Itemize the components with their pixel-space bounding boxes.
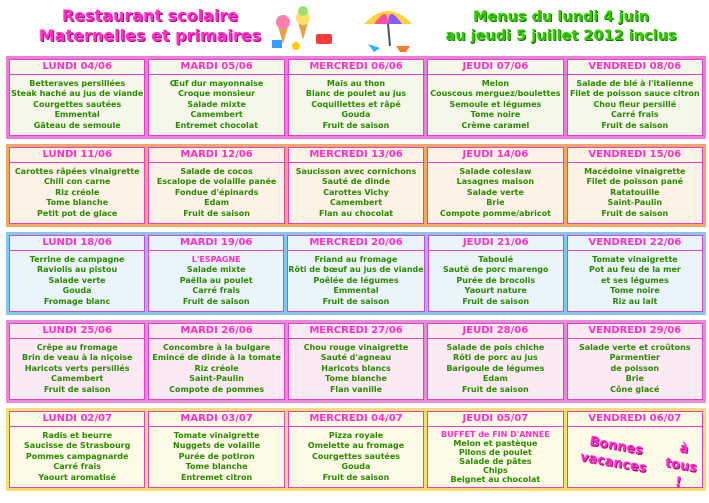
menu-item: Fruit de saison — [43, 384, 111, 394]
menu-item: Rôti de bœuf au jus de viande — [288, 265, 424, 275]
menu-item: Tome noire — [470, 110, 521, 120]
menu-item: Melon et pastèque — [453, 439, 538, 448]
day-heading: VENDREDI 22/06 — [568, 236, 702, 251]
menu-period-title — [416, 8, 706, 46]
day-cell — [288, 147, 424, 224]
menu-items — [149, 339, 283, 399]
menu-item: Pilons de poulet — [458, 448, 532, 457]
menu-item: Taboulé — [478, 254, 514, 264]
day-cell — [9, 59, 145, 136]
menu-item: Brie — [486, 198, 505, 208]
menu-item: Fruit de saison — [322, 120, 390, 130]
menu-item: Saint-Paulin — [607, 198, 663, 208]
menu-items — [289, 427, 423, 487]
menu-item: Fruit de saison — [601, 208, 669, 218]
menu-item: Crêpe au fromage — [36, 342, 118, 352]
menu-item: Fruit de saison — [322, 296, 390, 306]
menu-items — [10, 251, 144, 311]
menu-item: Entremet chocolat — [175, 120, 259, 130]
menu-item: Flan au chocolat — [318, 208, 394, 218]
menu-item: Ratatouille — [610, 187, 660, 197]
menu-item: Salade de pois chiche — [446, 342, 545, 352]
day-heading: MARDI 12/06 — [149, 148, 283, 163]
menu-items — [149, 427, 283, 487]
period-line-1: Menus du lundi 4 juin — [472, 9, 650, 25]
menu-item: Couscous merguez/boulettes — [430, 89, 561, 99]
day-cell — [9, 147, 145, 224]
menu-item: de poisson — [610, 363, 660, 373]
day-heading: MARDI 26/06 — [149, 324, 283, 339]
menu-items — [289, 339, 423, 399]
day-heading: LUNDI 25/06 — [10, 324, 144, 339]
period-line-2: au jeudi 5 juillet 2012 inclus — [445, 28, 677, 44]
menu-item: Emincé de dinde à la tomate — [152, 353, 281, 363]
menu-item: Sauté d'agneau — [320, 353, 392, 363]
day-cell — [567, 323, 703, 400]
menu-item: Radis et beurre — [42, 430, 113, 440]
day-cell — [9, 411, 145, 488]
menu-item: Flan vanille — [329, 384, 383, 394]
week-row — [6, 408, 706, 491]
restaurant-title — [30, 6, 270, 46]
menu-items — [10, 339, 144, 399]
day-cell — [567, 59, 703, 136]
menu-item: Rôti de porc au jus — [453, 353, 538, 363]
menu-item: Raviolis au pistou — [36, 265, 118, 275]
menu-item: Chou fleur persillé — [593, 99, 677, 109]
day-cell — [9, 235, 145, 312]
menu-item: Nuggets de volaille — [173, 441, 261, 451]
menu-item: Salade de pâtes — [459, 457, 532, 466]
menu-item: Beignet au chocolat — [450, 475, 541, 484]
menu-item: Paëlla au poulet — [179, 275, 253, 285]
menu-items — [568, 339, 702, 399]
menu-item: Compote pomme/abricot — [439, 208, 551, 218]
menu-items — [10, 163, 144, 223]
menu-item: Petit pot de glace — [37, 208, 118, 218]
day-heading: VENDREDI 15/06 — [568, 148, 702, 163]
menu-items — [568, 75, 702, 135]
day-cell — [427, 147, 563, 224]
menu-items — [149, 251, 283, 311]
menu-item: Edam — [204, 198, 230, 208]
menu-item: Carré frais — [192, 286, 241, 296]
menu-item: Emmental — [54, 110, 100, 120]
day-heading: MERCREDI 04/07 — [289, 412, 423, 427]
menu-item: Purée de brocolis — [456, 275, 536, 285]
day-heading: MERCREDI 20/06 — [288, 236, 423, 251]
menu-item: Poêlée de légumes — [313, 275, 399, 285]
day-cell — [427, 411, 563, 488]
menu-item: Chou rouge vinaigrette — [303, 342, 409, 352]
menu-item: Compote de pommes — [169, 384, 265, 394]
menu-item: Carottes Vichy — [323, 187, 389, 197]
menu-item: Sauté de dinde — [321, 177, 391, 187]
week-row — [6, 56, 706, 139]
menu-item: Lasagnes maison — [456, 177, 535, 187]
day-cell — [288, 59, 424, 136]
day-heading: VENDREDI 08/06 — [568, 60, 702, 75]
day-heading: MERCREDI 27/06 — [289, 324, 423, 339]
menu-item: Barigoule de légumes — [446, 363, 545, 373]
menu-item: Fondue d'épinards — [174, 187, 259, 197]
menu-item: Brin de veau à la niçoise — [21, 353, 133, 363]
week-row — [6, 320, 706, 403]
menu-item: Saucisse de Strasbourg — [24, 441, 131, 451]
menu-item: Semoule et légumes — [449, 99, 542, 109]
menu-item: Maïs au thon — [326, 78, 386, 88]
menu-item: Salade de blé à l'italienne — [576, 78, 694, 88]
day-cell — [148, 411, 284, 488]
menu-item: Yaourt aromatisé — [38, 472, 116, 482]
menu-item: Fruit de saison — [462, 384, 529, 394]
day-heading: MARDI 19/06 — [149, 236, 283, 251]
title-line-2: Maternelles et primaires — [38, 26, 262, 45]
menu-item: Tome noire — [610, 286, 660, 296]
menu-item: Crème caramel — [461, 120, 530, 130]
menu-items — [568, 251, 702, 311]
menu-item: Yaourt nature — [464, 286, 527, 296]
menu-items — [428, 427, 562, 487]
menu-item: Salade de cocos — [180, 166, 253, 176]
menu-item: Pommes campagnarde — [25, 451, 129, 461]
menu-item: Tomate vinaigrette — [592, 254, 678, 264]
menu-items — [429, 251, 563, 311]
menu-item: Gâteau de semoule — [33, 120, 121, 130]
menu-items — [289, 75, 423, 135]
menu-item: Gouda — [341, 110, 371, 120]
day-cell — [428, 235, 564, 312]
menu-item: BUFFET de FIN D'ANNEE — [441, 430, 550, 439]
day-cell — [148, 59, 284, 136]
day-heading: LUNDI 02/07 — [10, 412, 144, 427]
menu-item: Escalope de volaille panée — [156, 177, 277, 187]
menu-item: Saint-Paulin — [189, 374, 244, 384]
holiday-greeting-line: à tous ! — [663, 440, 698, 490]
ice-cream-clipart-icon — [268, 4, 340, 52]
menu-items — [568, 163, 702, 223]
menu-item: Tome blanche — [46, 198, 109, 208]
day-heading: VENDREDI 29/06 — [568, 324, 702, 339]
menu-item: Purée de potiron — [178, 451, 255, 461]
menu-item: Fruit de saison — [183, 208, 250, 218]
menu-item: Gouda — [341, 462, 371, 472]
menu-grid — [6, 56, 706, 496]
menu-item: Salade coleslaw — [459, 166, 532, 176]
menu-item: Filet de poisson sauce citron — [569, 89, 700, 99]
menu-items — [288, 251, 423, 311]
menu-item: Tomate vinaigrette — [173, 430, 260, 440]
menu-items — [10, 75, 144, 135]
day-heading: JEUDI 14/06 — [428, 148, 562, 163]
menu-item: Riz créole — [55, 187, 100, 197]
menu-item: Chips — [482, 466, 508, 475]
menu-item: Terrine de campagne — [29, 254, 125, 264]
menu-item: Courgettes sautées — [311, 451, 401, 461]
menu-item: Tome blanche — [325, 374, 387, 384]
day-heading: JEUDI 28/06 — [428, 324, 562, 339]
menu-item: Salade mixte — [187, 99, 246, 109]
menu-item: Haricots blancs — [321, 363, 391, 373]
menu-item: Fruit de saison — [182, 296, 250, 306]
menu-item: L'ESPAGNE — [191, 254, 241, 264]
day-cell — [288, 411, 424, 488]
day-heading: MARDI 03/07 — [149, 412, 283, 427]
menu-item: Coquillettes et râpé — [311, 99, 401, 109]
day-cell — [9, 323, 145, 400]
menu-item: Riz au lait — [612, 296, 658, 306]
menu-item: Emmental — [333, 286, 379, 296]
day-heading: JEUDI 07/06 — [428, 60, 562, 75]
day-cell — [567, 235, 703, 312]
menu-item: Parmentier — [609, 353, 660, 363]
menu-item: Camembert — [51, 374, 104, 384]
menu-item: Gouda — [62, 286, 92, 296]
day-heading: VENDREDI 06/07 — [568, 412, 702, 427]
day-cell — [148, 323, 284, 400]
menu-item: Salade verte — [48, 275, 106, 285]
menu-item: Filet de poisson pané — [586, 177, 684, 187]
week-row — [6, 144, 706, 227]
menu-item: Fruit de saison — [322, 472, 390, 482]
menu-item: Camembert — [190, 110, 243, 120]
menu-item: Blanc de poulet au jus — [305, 89, 407, 99]
menu-item: Riz créole — [194, 363, 239, 373]
menu-item: Saucisson avec cornichons — [295, 166, 417, 176]
menu-item: Steak haché au jus de viande — [11, 89, 144, 99]
menu-items — [10, 427, 144, 487]
menu-item: Brie — [625, 374, 644, 384]
menu-item: Fromage blanc — [43, 296, 111, 306]
menu-item: Salade verte et croûtons — [579, 342, 691, 352]
menu-item: Edam — [482, 374, 508, 384]
menu-item: Salade verte — [466, 187, 524, 197]
day-cell — [148, 235, 284, 312]
day-heading: MERCREDI 06/06 — [289, 60, 423, 75]
menu-item: Carré frais — [53, 462, 102, 472]
day-heading: LUNDI 04/06 — [10, 60, 144, 75]
holiday-greeting-line: Bonnes vacances — [578, 432, 648, 476]
menu-item: Camembert — [329, 198, 383, 208]
day-cell — [148, 147, 284, 224]
menu-item: Betteraves persillées — [29, 78, 126, 88]
menu-item: Friand au fromage — [314, 254, 398, 264]
day-cell — [427, 59, 563, 136]
menu-item: Concombre à la bulgare — [162, 342, 271, 352]
menu-items — [428, 163, 562, 223]
menu-item: Courgettes sautées — [33, 99, 122, 109]
menu-item: Entremet citron — [181, 472, 253, 482]
menu-item: Tome blanche — [185, 462, 248, 472]
day-heading: MERCREDI 13/06 — [289, 148, 423, 163]
day-cell — [567, 411, 703, 488]
day-heading: MARDI 05/06 — [149, 60, 283, 75]
day-heading: JEUDI 21/06 — [429, 236, 563, 251]
day-cell — [288, 323, 424, 400]
menu-item: Chili con carne — [43, 177, 111, 187]
menu-items — [289, 163, 423, 223]
menu-item: Haricots verts persillés — [24, 363, 130, 373]
day-heading: LUNDI 11/06 — [10, 148, 144, 163]
menu-item: Œuf dur mayonnaise — [169, 78, 264, 88]
menu-items — [149, 163, 283, 223]
menu-item: Croque monsieur — [178, 89, 256, 99]
menu-item: et ses légumes — [600, 275, 669, 285]
day-cell — [567, 147, 703, 224]
day-heading: JEUDI 05/07 — [428, 412, 562, 427]
title-line-1: Restaurant scolaire — [61, 6, 239, 25]
menu-items — [149, 75, 283, 135]
week-row — [6, 232, 706, 315]
beach-umbrella-clipart-icon — [360, 2, 416, 54]
menu-item: Macédoine vinaigrette — [584, 166, 686, 176]
menu-item: Fruit de saison — [601, 120, 669, 130]
day-cell — [427, 323, 563, 400]
menu-item: Cône glacé — [610, 384, 660, 394]
menu-item: Pizza royale — [328, 430, 384, 440]
menu-item: Sauté de porc marengo — [442, 265, 549, 275]
menu-item: Carré frais — [610, 110, 659, 120]
menu-item: Carottes râpées vinaigrette — [14, 166, 140, 176]
menu-item: Fruit de saison — [462, 296, 530, 306]
menu-items — [428, 75, 562, 135]
menu-item: Pot au feu de la mer — [589, 265, 681, 275]
menu-item: Melon — [481, 78, 510, 88]
day-cell — [287, 235, 424, 312]
menu-items — [428, 339, 562, 399]
menu-item: Omelette au fromage — [307, 441, 405, 451]
menu-item: Salade mixte — [186, 265, 246, 275]
holiday-greeting — [564, 420, 705, 494]
day-heading: LUNDI 18/06 — [10, 236, 144, 251]
